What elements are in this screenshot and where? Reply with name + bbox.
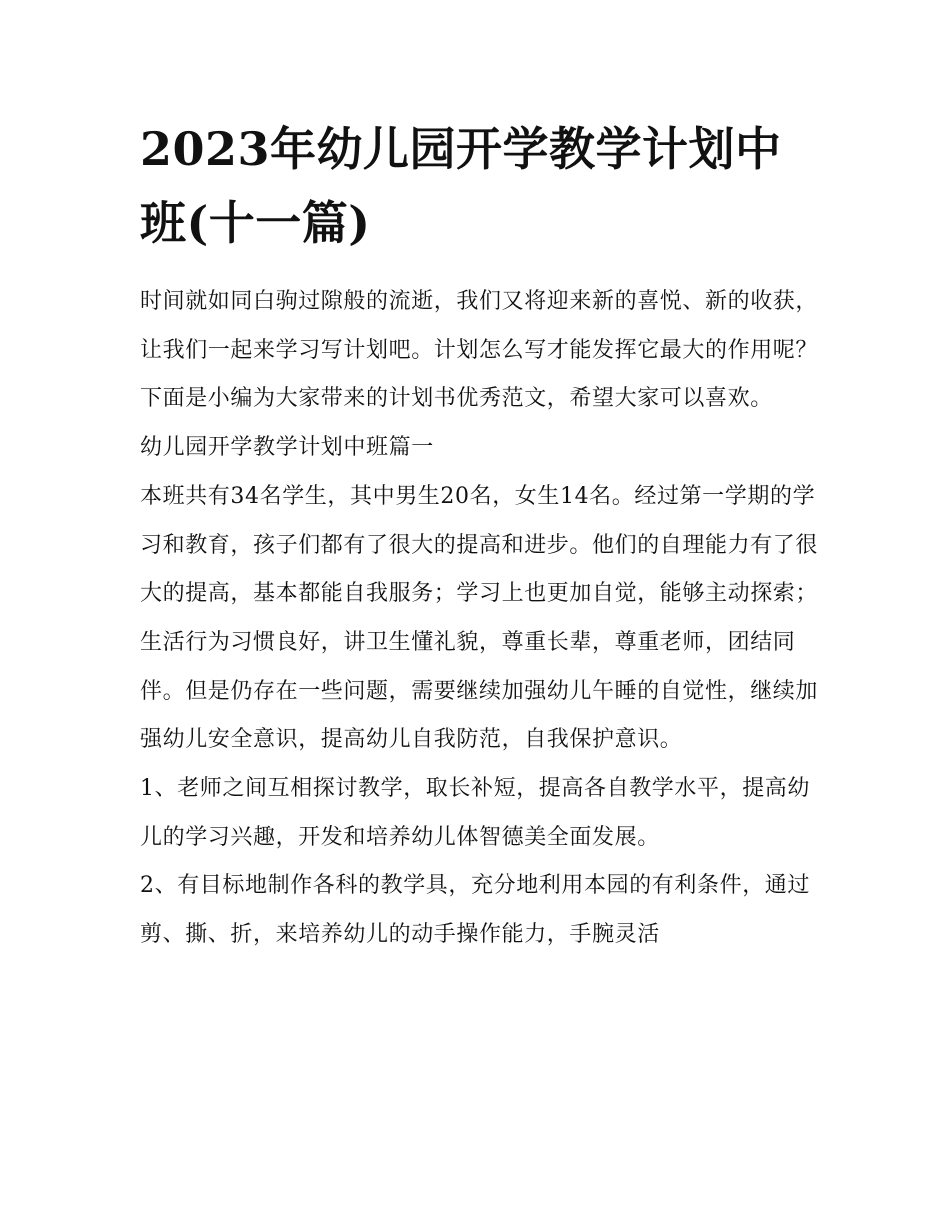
section-heading: 幼儿园开学教学计划中班篇一 xyxy=(140,435,434,461)
plan-item-2: 2、有目标地制作各科的教学具，充分地利用本园的有利条件，通过剪、撕、折，来培养幼儿的动手操作能力，手腕灵活 xyxy=(140,873,810,948)
document-page xyxy=(140,112,820,960)
document-title: 2023年幼儿园开学教学计划中班(十一篇) xyxy=(140,122,782,250)
plan-item-1: 1、老师之间互相探讨教学，取长补短，提高各自教学水平，提高幼儿的学习兴趣，开发和培养幼儿体智德美全面发展。 xyxy=(140,776,810,850)
class-overview-paragraph: 本班共有34名学生，其中男生20名，女生14名。经过第一学期的学习和教育，孩子们都有了很大的提高和进步。他们的自理能力有了很大的提高，基本都能自我服务；学习上也更加自觉，能够主动探索；生活行为习惯良好，讲卫生懂礼貌，尊重长辈，尊重老师，团结同伴。但是仍存在一些问题，需要继续加强幼儿午睡的自觉性，继续加强幼儿安全意识，提高幼儿自我防范，自我保护意识。 xyxy=(140,483,819,753)
intro-paragraph: 时间就如同白驹过隙般的流逝，我们又将迎来新的喜悦、新的收获，让我们一起来学习写计划吧。计划怎么写才能发挥它最大的作用呢？下面是小编为大家带来的计划书优秀范文，希望大家可以喜欢。 xyxy=(140,289,819,412)
